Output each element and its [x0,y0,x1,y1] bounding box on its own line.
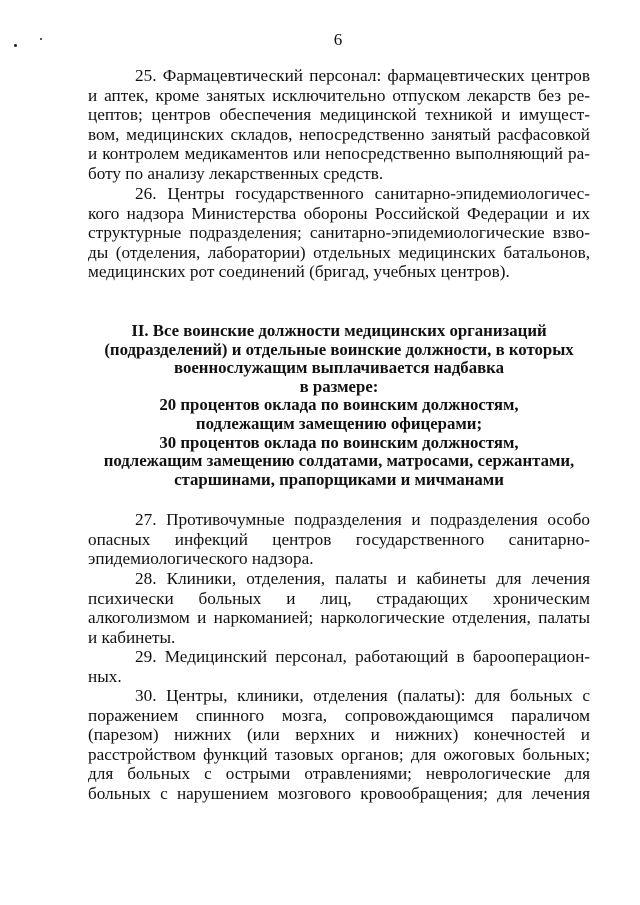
text-line: эпидемиологического надзора. [88,549,314,569]
heading-line: военнослужащим выплачивается надбавка [174,358,504,378]
text-line: ды (отделения, лаборатории) отдельных медицинских батальонов, [88,242,590,262]
text-line: для больных с острыми отравлениями; неврологические для [88,764,590,784]
text-line: опасных инфекций центров государственного санитарно- [88,529,590,549]
paragraph-29 [88,647,590,686]
paragraph-26 [88,184,590,282]
paragraph-30 [88,686,590,804]
text-line: медицинских рот соединений (бригад, учебных центров). [88,262,510,282]
text-line: кого надзора Министерства обороны Российской Федерации и их [88,203,590,223]
page-number: 6 [333,30,343,49]
heading-line: подлежащим замещению офицерами; [195,413,483,433]
text-line: больных с нарушением мозгового кровообращения; для лечения [88,783,590,803]
text-line: и кабинеты. [88,627,176,647]
text-line: 25. Фармацевтический персонал: фармацевтических центров [135,66,590,85]
text-line: алкоголизмом и наркоманией; наркологические отделения, палаты [88,608,590,628]
text-line: и аптек, кроме занятых исключительно отпуском лекарств без ре- [88,85,590,105]
text-line: 28. Клиники, отделения, палаты и кабинеты для лечения [135,569,590,588]
paragraph-28 [88,569,590,647]
text-line: ных. [88,666,122,686]
text-line: расстройством функций тазовых органов; для ожоговых больных; [88,744,590,764]
text-line: 26. Центры государственного санитарно-эпидемиологичес- [135,184,590,203]
paragraph-25 [88,66,590,184]
text-line: и контролем медикаментов или непосредственно выполняющий ра- [88,144,590,164]
heading-line: подлежащим замещению солдатами, матросами, сержантами, [103,451,575,471]
text-line: 29. Медицинский персонал, работающий в барооперацион- [135,647,590,666]
text-line: 27. Противочумные подразделения и подразделения особо [135,510,590,529]
text-line: поражением спинного мозга, сопровождающимся параличом [88,705,590,725]
paragraph-27 [88,510,590,569]
text-line: (парезом) нижних (или верхних и нижних) конечностей и [88,725,590,745]
section-heading [88,322,590,489]
text-line: психически больных и лиц, страдающих хроническим [88,588,590,608]
text-line: вом, медицинских складов, непосредственно занятый расфасовкой [88,124,590,144]
heading-line: II. Все воинские должности медицинских организаций [131,321,547,340]
text-line: 30. Центры, клиники, отделения (палаты): для больных с [135,686,590,705]
text-line: структурные подразделения; санитарно-эпидемиологические взво- [88,223,590,243]
heading-line: 20 процентов оклада по воинским должностям, [159,395,519,415]
heading-line: в размере: [299,376,379,396]
heading-line: (подразделений) и отдельные воинские должности, в которых [104,339,574,359]
scan-dot-mark [14,44,17,47]
text-line: боту по анализу лекарственных средств. [88,163,384,183]
heading-line: 30 процентов оклада по воинским должностям, [159,432,519,452]
text-line: цептов; центров обеспечения медицинской техникой и имущест- [88,105,590,125]
heading-line: старшинами, прапорщиками и мичманами [174,469,504,489]
